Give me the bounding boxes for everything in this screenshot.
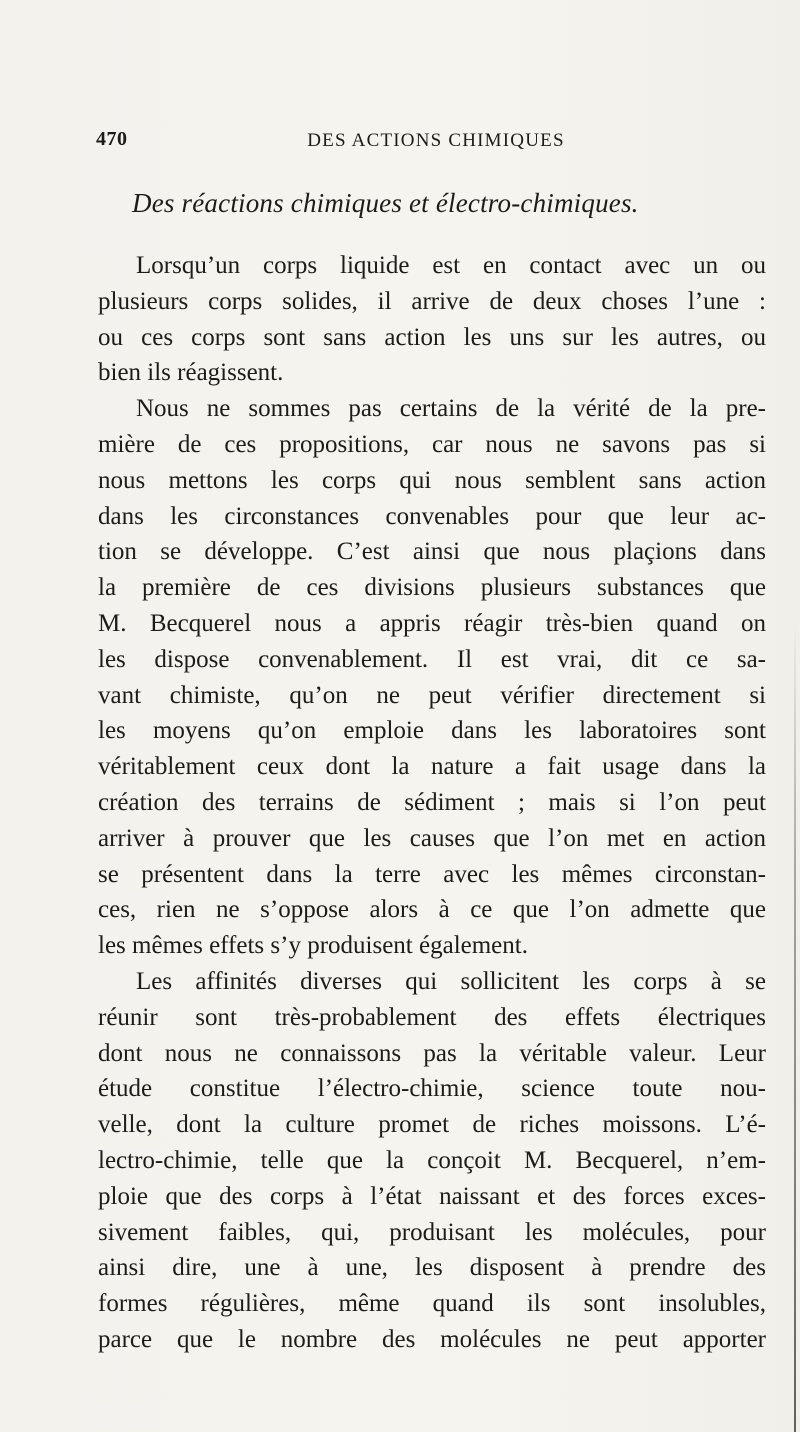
- text-line: dont nous ne connaissons pas la véritable valeur. Leur: [98, 1039, 766, 1067]
- text-line: la première de ces divisions plusieurs substances que: [98, 574, 766, 602]
- text-line: M. Becquerel nous a appris réagir très-bien quand on: [98, 609, 766, 637]
- text-line: dans les circonstances convenables pour que leur ac-: [98, 502, 766, 530]
- text-line: formes régulières, même quand ils sont insolubles,: [98, 1290, 766, 1318]
- text-line: création des terrains de sédiment ; mais si l’on peut: [98, 788, 766, 816]
- text-line: vant chimiste, qu’on ne peut vérifier directement si: [98, 681, 766, 709]
- text-line: ou ces corps sont sans action les uns sur les autres, ou: [98, 323, 766, 351]
- body-text: [98, 248, 766, 1358]
- page-edge-shadow: [794, 620, 796, 1432]
- text-line: Lorsqu’un corps liquide est en contact avec un ou: [136, 252, 766, 279]
- text-line: mière de ces propositions, car nous ne savons pas si: [98, 430, 766, 458]
- text-line: sivement faibles, qui, produisant les molécules, pour: [98, 1218, 766, 1246]
- text-line: tion se développe. C’est ainsi que nous plaçions dans: [98, 538, 766, 566]
- text-line: se présentent dans la terre avec les mêmes circonstan-: [98, 860, 766, 888]
- section-title: Des réactions chimiques et électro-chimiques.: [132, 188, 639, 218]
- text-line: véritablement ceux dont la nature a fait usage dans la: [98, 753, 766, 781]
- text-line: étude constitue l’électro-chimie, science toute nou-: [98, 1075, 766, 1103]
- running-head: DES ACTIONS CHIMIQUES: [307, 130, 565, 151]
- text-line: les moyens qu’on emploie dans les laboratoires sont: [98, 717, 766, 745]
- text-line: ces, rien ne s’oppose alors à ce que l’on admette que: [98, 896, 766, 924]
- text-line: nous mettons les corps qui nous semblent sans action: [98, 466, 766, 494]
- text-line: Les affinités diverses qui sollicitent les corps à se: [136, 967, 766, 995]
- page-header: [96, 128, 716, 158]
- text-line: bien ils réagissent.: [98, 359, 284, 387]
- text-line: parce que le nombre des molécules ne peut apporter: [98, 1325, 766, 1353]
- text-line: Nous ne sommes pas certains de la vérité de la pre-: [136, 395, 766, 423]
- text-line: arriver à prouver que les causes que l’on met en action: [98, 824, 766, 852]
- text-line: lectro-chimie, telle que la conçoit M. Becquerel, n’em-: [98, 1146, 766, 1174]
- text-line: velle, dont la culture promet de riches moissons. L’é-: [98, 1111, 766, 1139]
- page-number: 470: [96, 128, 128, 150]
- text-line: les mêmes effets s’y produisent également.: [98, 932, 528, 960]
- text-line: réunir sont très-probablement des effets électriques: [98, 1003, 766, 1031]
- text-line: ainsi dire, une à une, les disposent à prendre des: [98, 1254, 766, 1282]
- text-line: les dispose convenablement. Il est vrai, dit ce sa-: [98, 645, 766, 673]
- text-line: ploie que des corps à l’état naissant et des forces exces-: [98, 1182, 766, 1210]
- text-line: plusieurs corps solides, il arrive de deux choses l’une :: [98, 287, 766, 315]
